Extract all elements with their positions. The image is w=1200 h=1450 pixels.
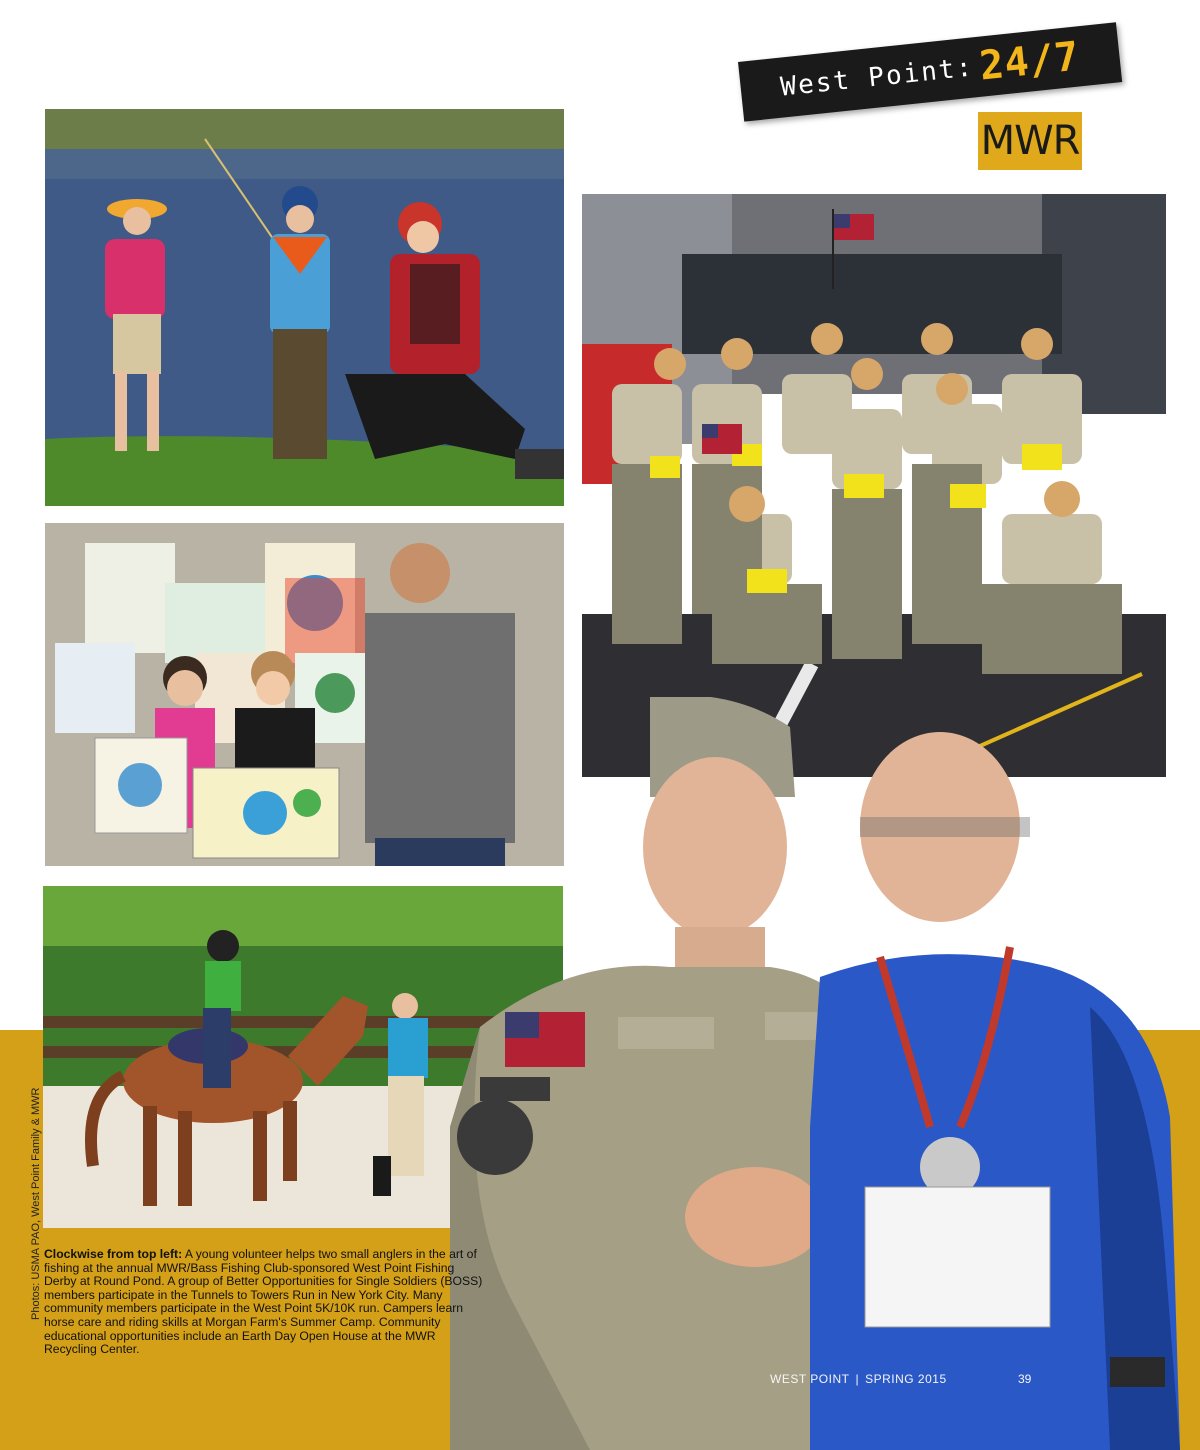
section-header-tag xyxy=(738,22,1122,121)
mwr-text: MWR xyxy=(980,118,1080,164)
footer-publication: WEST POINT xyxy=(770,1372,850,1386)
header-prefix: West Point: xyxy=(779,52,976,103)
page-number: 39 xyxy=(1018,1372,1032,1386)
caption-lead: Clockwise from top left: xyxy=(44,1247,183,1261)
photo-credit-text: Photos: USMA PAO, West Point Family & MWR xyxy=(30,1087,42,1320)
handshake-photo xyxy=(450,697,1180,1450)
footer-separator: | xyxy=(855,1372,860,1386)
caption-body: A young volunteer helps two small anglers in the art of fishing at the annual MWR/Bass Fishing Club-sponsored West Point Fishing Derby at Round Pond. A group of Better Opportunities for Single Soldiers (BOSS) members participate in the Tunnels to Towers Run in New York City. Many community members participate in the West Point 5K/10K run. Campers learn horse care and riding skills at Morgan Farm's Summer Camp. Community educational opportunities include an Earth Day Open House at the MWR Recycling Center. xyxy=(44,1247,483,1357)
page-footer xyxy=(770,1372,947,1386)
footer-issue: SPRING 2015 xyxy=(865,1372,947,1386)
mwr-label xyxy=(978,112,1082,170)
fishing-photo xyxy=(45,109,564,506)
photo-caption xyxy=(44,1248,484,1357)
boss-run-photo xyxy=(582,194,1166,777)
header-number: 24/7 xyxy=(977,33,1082,90)
